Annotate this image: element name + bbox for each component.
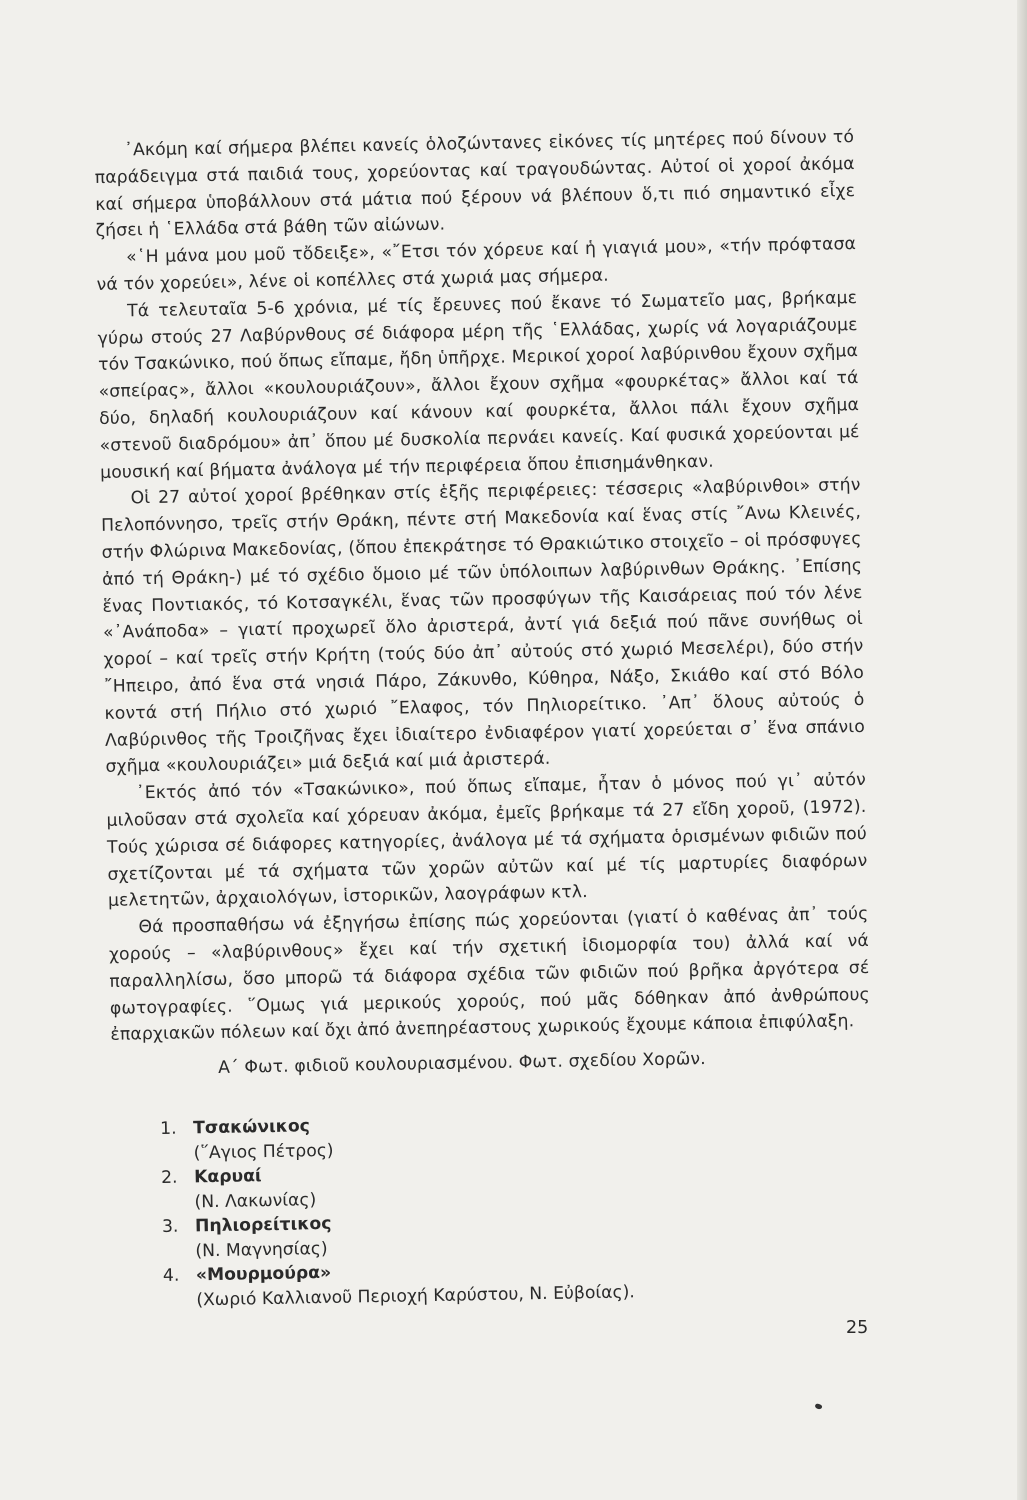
item-number: 2. [160, 1167, 178, 1188]
dance-location: (Χωριό Καλλιανοῦ Περιοχή Καρύστου, Ν. Εὐβοίας). [196, 1281, 635, 1310]
paragraph: ᾿Ακόμη καί σήμερα βλέπει κανείς ὁλοζώντανες εἰκόνες τίς μητέρες πού δίνουν τό παράδειγμα στά παιδιά τους, χορεύοντας καί τραγουδώντας. Αὐτοί οἱ χοροί ἀκόμα καί σήμερα ὑποβάλλουν στά μάτια πού ξέρουν νά βλέπουν ὅ,τι πιό σημαντικό εἶχε ζήσει ἡ ῾Ελλάδα στά βάθη τῶν αἰώνων. [94, 127, 856, 242]
item-number: 4. [162, 1265, 180, 1286]
figure-list [160, 1106, 783, 1313]
page-edge-shadow [1017, 0, 1027, 1500]
item-number: 1. [160, 1118, 177, 1139]
dance-name: Τσακώνικος [193, 1116, 311, 1139]
dance-location: (Ν. Λακωνίας) [194, 1189, 317, 1212]
paragraph: «῾Η μάνα μου μοῦ τὄδειξε», «῎Ετσι τόν χόρευε καί ἡ γιαγιά μου», «τήν πρόφτασα νά τόν χορεύει», λένε οἱ κοπέλλες στά χωριά μας σήμερα. [96, 234, 857, 295]
dance-location: (Ν. Μαγνησίας) [195, 1238, 328, 1261]
dance-name: Καρυαί [193, 1166, 262, 1188]
item-number: 3. [161, 1216, 179, 1237]
paragraph: Θά προσπαθήσω νά ἐξηγήσω ἐπίσης πώς χορεύονται (γιατί ὁ καθένας ἀπ᾿ τούς χορούς – «λαβύρινθους» ἔχει καί τήν σχετική ἰδιομορφία του) ἀλλά καί νά παραλληλίσω, ὅσο μπορῶ τά διάφορα σχέδια τῶν φιδιῶν πού βρῆκα ἀργότερα σέ φωτογραφίες. ῞Ομως γιά μερικούς χορούς, πού μᾶς δόθηκαν ἀπό ἀνθρώπους ἐπαρχιακῶν πόλεων καί ὄχι ἀπό ἀνεπηρέαστους χωρικούς ἔχουμε κάποια ἐπιφύλαξη. [108, 904, 871, 1046]
page-number: 25 [846, 1318, 869, 1338]
body-text [94, 124, 871, 1049]
ink-speck [814, 1403, 822, 1410]
dance-name: Πηλιορείτικος [194, 1213, 332, 1237]
paragraph: Οἱ 27 αὐτοί χοροί βρέθηκαν στίς ἑξῆς περιφέρειες: τέσσερις «λαβύρινθοι» στήν Πελοπόννησο, τρεῖς στήν Θράκη, πέντε στή Μακεδονία καί ἕνας στίς ῎Ανω Κλεινές, στήν Φλώρινα Μακεδονίας, (ὅπου ἐπεκράτησε τό Θρακιώτικο στοιχεῖο – οἱ πρόσφυγες ἀπό τή Θράκη-) μέ τό σχέδιο ὅμοιο μέ τῶν ὑπόλοιπων λαβύρινθων Θράκης. ᾿Επίσης ἕνας Ποντιακός, τό Κοτσαγκέλι, ἕνας τῶν προσφύγων τῆς Καισάρειας πού τόν λένε «᾿Ανάποδα» – γιατί προχωρεῖ ὅλο ἀριστερά, ἀντί γιά δεξιά πού πᾶνε συνήθως οἱ χοροί – καί τρεῖς στήν Κρήτη (τούς δύο ἀπ᾿ αὐτούς στό χωριό Μεσελέρι), δύο στήν ῎Ηπειρο, ἀπό ἕνα στά νησιά Πάρο, Ζάκυνθο, Κύθηρα, Νάξο, Σκιάθο καί στό Βόλο κοντά στή Πήλιο στό χωριό ῎Ελαφος, τόν Πηλιορείτικο. ᾿Απ᾿ ὅλους αὐτούς ὁ Λαβύρινθος τῆς Τροιζῆνας ἔχει ἰδιαίτερο ἐνδιαφέρον γιατί χορεύεται σ᾿ ἕνα σπάνιο σχῆμα «κουλουριάζει» μιά δεξιά καί μιά ἀριστερά. [100, 475, 866, 778]
paragraph: Τά τελευταῖα 5-6 χρόνια, μέ τίς ἔρευνες πού ἔκανε τό Σωματεῖο μας, βρήκαμε γύρω στούς 27 Λαβύρνθους σέ διάφορα μέρη τῆς ῾Ελλάδας, χωρίς νά λογαριάζουμε τόν Τσακώνικο, πού ὅπως εἴπαμε, ἤδη ὑπῆρχε. Μερικοί χοροί λαβύρινθου ἔχουν σχῆμα «σπείρας», ἄλλοι «κουλουριάζουν», ἄλλοι ἔχουν σχῆμα «φουρκέτας» ἄλλοι καί τά δύο, δηλαδή κουλουριάζουν καί κάνουν καί φουρκέτα, ἄλλοι πάλι ἔχουν σχῆμα «στενοῦ διαδρόμου» ἀπ᾿ ὅπου μέ δυσκολία περνάει κανείς. Καί φυσικά χορεύονται μέ μουσική καί βήματα ἀνάλογα μέ τήν περιφέρεια ὅπου ἐπισημάνθηκαν. [97, 287, 860, 483]
dance-location: (῞Αγιος Πέτρος) [193, 1140, 334, 1163]
dance-name: «Μουρμούρα» [195, 1262, 332, 1286]
figure-caption: Α΄ Φωτ. φιδιοῦ κουλουριασμένου. Φωτ. σχεδίου Χορῶν. [218, 1049, 706, 1078]
list-item [163, 1253, 784, 1313]
paragraph: ᾿Εκτός ἀπό τόν «Τσακώνικο», πού ὅπως εἴπαμε, ἦταν ὁ μόνος πού γι᾿ αὐτόν μιλοῦσαν στά σχολεῖα καί χόρευαν ἀκόμα, ἐμεῖς βρήκαμε τά 27 εἴδη χοροῦ, (1972). Τούς χώρισα σέ διάφορες κατηγορίες, ἀνάλογα μέ τά σχήματα ὁρισμένων φιδιῶν πού σχετίζονται μέ τά σχήματα τῶν χορῶν αὐτῶν καί μέ τίς μαρτυρίες διαφόρων μελετητῶν, ἀρχαιολόγων, ἱστορικῶν, λαογράφων κτλ. [106, 770, 868, 912]
